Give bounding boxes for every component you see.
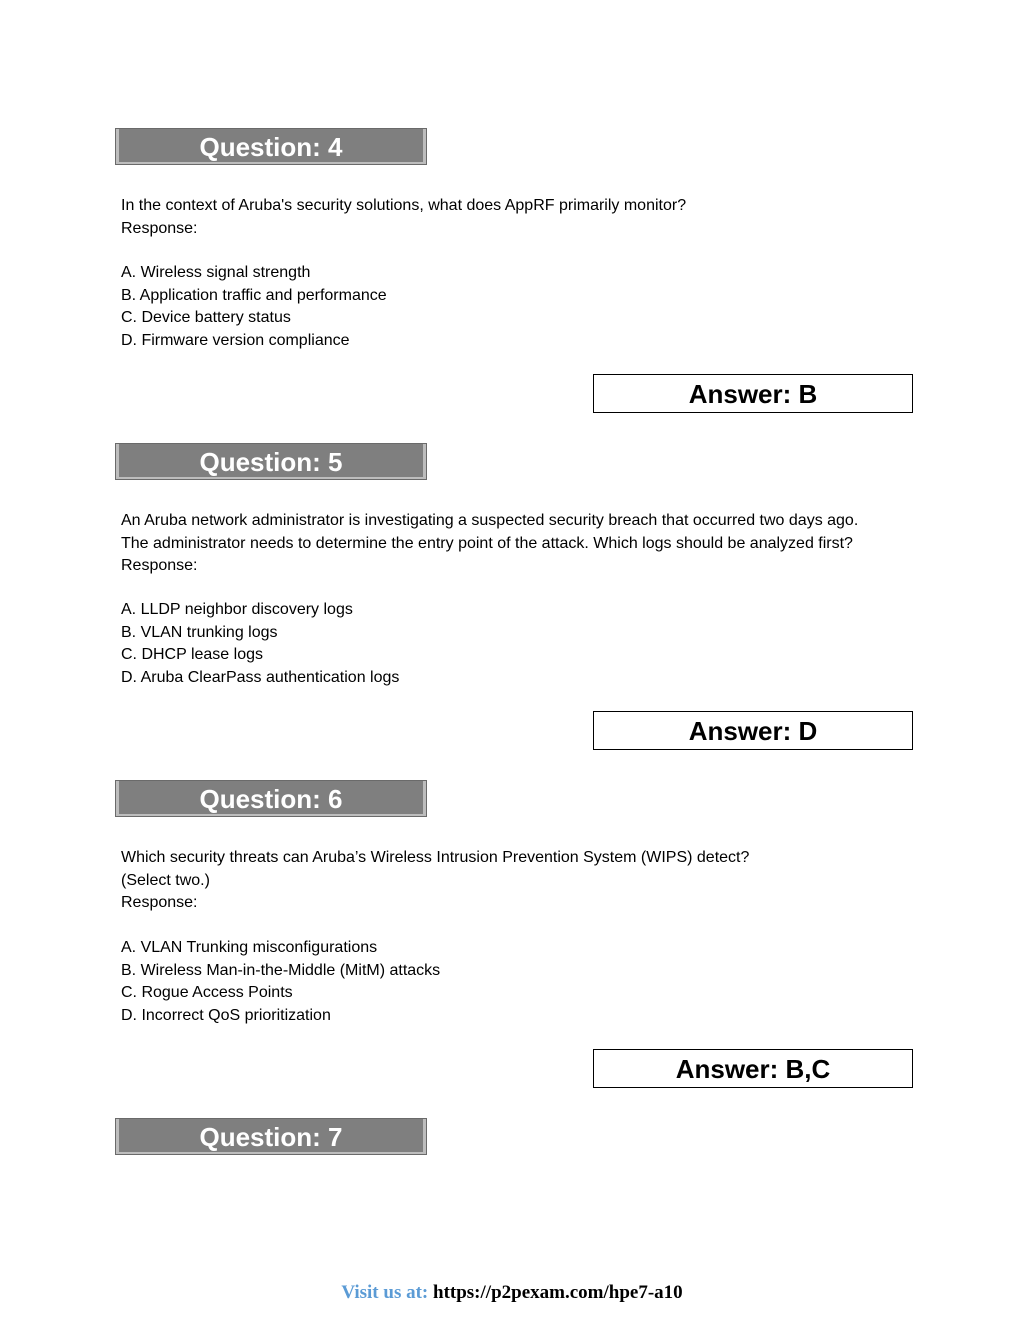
question-6-text bbox=[121, 847, 921, 915]
question-5-options bbox=[121, 599, 399, 689]
question-4-title: Question: 4 bbox=[199, 132, 343, 162]
question-6-line-1: Which security threats can Aruba’s Wireless Intrusion Prevention System (WIPS) detect? bbox=[121, 849, 750, 866]
question-4-option-b: B. Application traffic and performance bbox=[121, 286, 387, 304]
question-4-heading bbox=[115, 128, 427, 165]
question-4-line-1: In the context of Aruba's security solutions, what does AppRF primarily monitor? bbox=[121, 197, 687, 214]
question-6-option-d: D. Incorrect QoS prioritization bbox=[121, 1006, 331, 1024]
question-6-title: Question: 6 bbox=[199, 784, 343, 814]
question-5-option-a: A. LLDP neighbor discovery logs bbox=[121, 601, 353, 618]
question-6-heading bbox=[115, 780, 427, 817]
question-4-option-c: C. Device battery status bbox=[121, 309, 291, 326]
question-4-text bbox=[121, 195, 921, 240]
question-6-option-b: B. Wireless Man-in-the-Middle (MitM) attacks bbox=[121, 961, 441, 979]
question-5-answer: Answer: D bbox=[593, 711, 913, 750]
question-6-option-a: A. VLAN Trunking misconfigurations bbox=[121, 939, 378, 956]
question-7-heading bbox=[115, 1118, 427, 1155]
question-5-option-d: D. Aruba ClearPass authentication logs bbox=[121, 668, 400, 686]
question-5-line-1: An Aruba network administrator is investigating a suspected security breach that occurred two days ago. bbox=[121, 512, 859, 529]
question-4-options bbox=[121, 262, 387, 352]
question-7-title: Question: 7 bbox=[199, 1122, 343, 1152]
question-5-option-b: B. VLAN trunking logs bbox=[121, 623, 278, 641]
question-6-line-3: Response: bbox=[121, 894, 198, 911]
question-4-answer: Answer: B bbox=[593, 374, 913, 413]
footer-visit-label: Visit us at: bbox=[341, 1282, 429, 1303]
question-5-heading bbox=[115, 443, 427, 480]
question-6-line-2: (Select two.) bbox=[121, 871, 210, 889]
question-4-option-d: D. Firmware version compliance bbox=[121, 331, 350, 349]
question-5-option-c: C. DHCP lease logs bbox=[121, 646, 263, 663]
footer-url-link[interactable]: https://p2pexam.com/hpe7-a10 bbox=[433, 1282, 683, 1303]
question-5-line-2: The administrator needs to determine the entry point of the attack. Which logs should be analyzed first? bbox=[121, 534, 853, 552]
question-5-title: Question: 5 bbox=[199, 447, 343, 477]
question-6-option-c: C. Rogue Access Points bbox=[121, 984, 293, 1001]
question-6-options bbox=[121, 937, 440, 1027]
question-5-line-3: Response: bbox=[121, 557, 198, 574]
question-4-option-a: A. Wireless signal strength bbox=[121, 264, 311, 281]
question-6-answer: Answer: B,C bbox=[593, 1049, 913, 1088]
question-4-line-2: Response: bbox=[121, 219, 198, 237]
question-5-text bbox=[121, 510, 921, 578]
page-footer bbox=[0, 1282, 1024, 1304]
